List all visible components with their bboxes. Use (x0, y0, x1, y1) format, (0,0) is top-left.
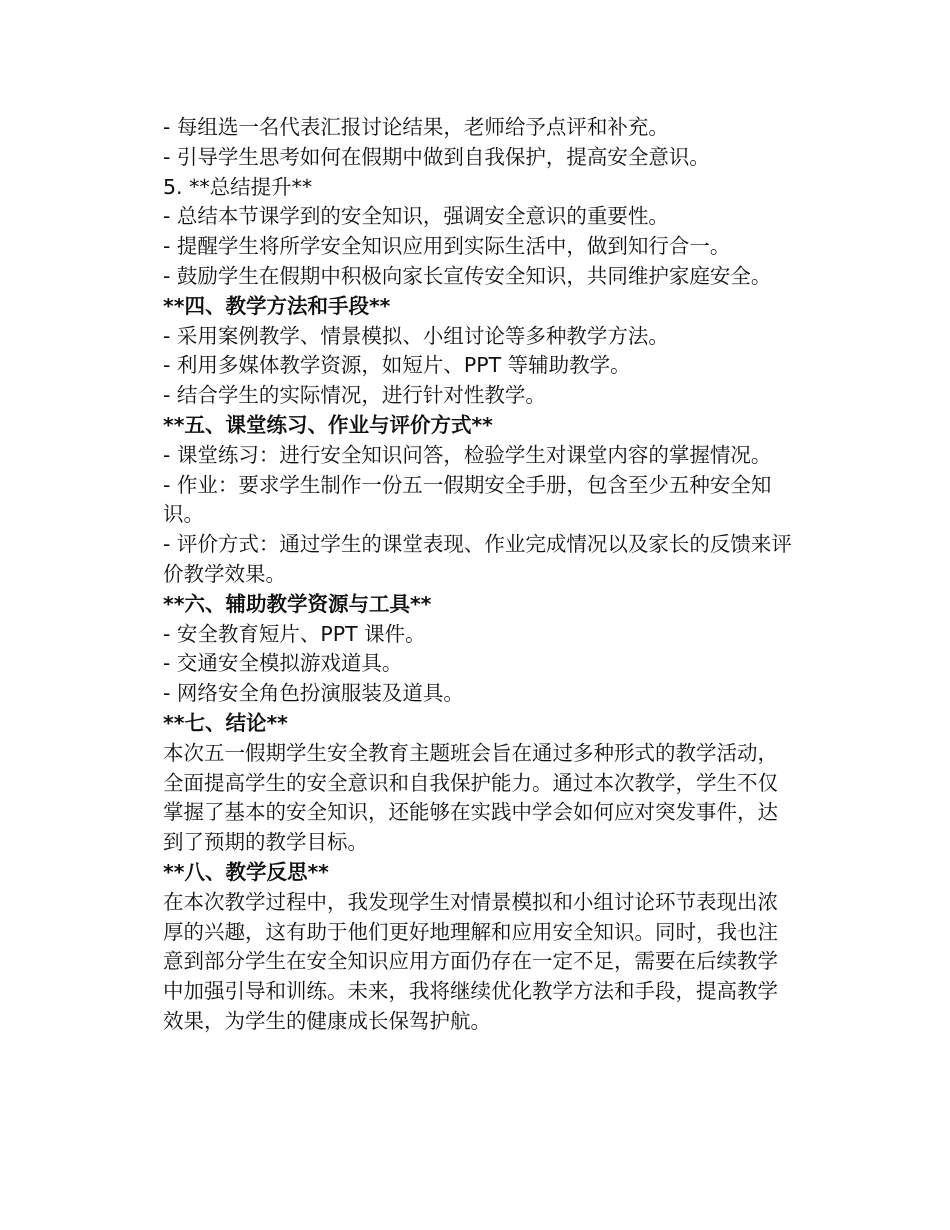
section-heading: **四、教学方法和手段** (163, 293, 391, 318)
list-item: 5. **总结提升** (163, 174, 313, 199)
list-item: - 评价方式：通过学生的课堂表现、作业完成情况以及家长的反馈来评价教学效果。 (163, 532, 792, 586)
section-heading: **八、教学反思** (163, 859, 329, 884)
list-item: - 提醒学生将所学安全知识应用到实际生活中，做到知行合一。 (163, 234, 731, 259)
list-item: - 作业：要求学生制作一份五一假期安全手册，包含至少五种安全知识。 (163, 472, 772, 527)
section-heading: **七、结论** (163, 710, 288, 735)
list-item: - 鼓励学生在假期中积极向家长宣传安全知识，共同维护家庭安全。 (163, 263, 772, 288)
list-item: - 结合学生的实际情况，进行针对性教学。 (163, 383, 546, 408)
document-body (163, 113, 795, 1037)
list-item: - 利用多媒体教学资源，如短片、PPT 等辅助教学。 (163, 353, 631, 378)
list-item: - 引导学生思考如何在假期中做到自我保护，提高安全意识。 (163, 144, 710, 169)
list-item: - 交通安全模拟游戏道具。 (163, 651, 403, 676)
list-item: - 采用案例教学、情景模拟、小组讨论等多种教学方法。 (163, 323, 669, 348)
body-paragraph: 本次五一假期学生安全教育主题班会旨在通过多种形式的教学活动，全面提高学生的安全意识和自我保护能力。通过本次教学，学生不仅掌握了基本的安全知识，还能够在实践中学会如何应对突发事件，达到了预期的教学目标。 (163, 740, 778, 855)
list-item: - 网络安全角色扮演服装及道具。 (163, 681, 464, 706)
section-heading: **六、辅助教学资源与工具** (163, 591, 432, 616)
list-item: - 每组选一名代表汇报讨论结果，老师给予点评和补充。 (163, 115, 669, 139)
list-item: - 总结本节课学到的安全知识，强调安全意识的重要性。 (163, 204, 669, 229)
section-heading: **五、课堂练习、作业与评价方式** (163, 412, 493, 437)
body-paragraph: 在本次教学过程中，我发现学生对情景模拟和小组讨论环节表现出浓厚的兴趣，这有助于他们更好地理解和应用安全知识。同时，我也注意到部分学生在安全知识应用方面仍存在一定不足，需要在后续教学中加强引导和训练。未来，我将继续优化教学方法和手段，提高教学效果，为学生的健康成长保驾护航。 (163, 889, 778, 1033)
list-item: - 安全教育短片、PPT 课件。 (163, 621, 426, 646)
list-item: - 课堂练习：进行安全知识问答，检验学生对课堂内容的掌握情况。 (163, 442, 772, 467)
